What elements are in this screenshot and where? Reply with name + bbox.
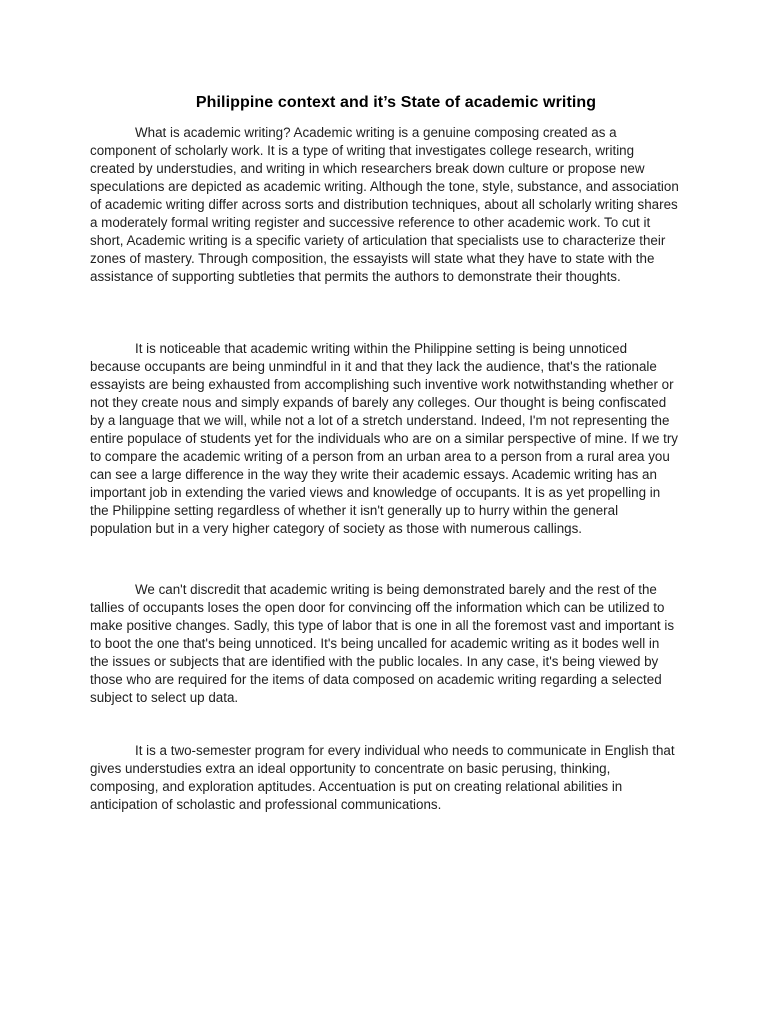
paragraph-what-is-academic-writing: What is academic writing? Academic writing is a genuine composing created as a component of scholarly work. It is a type of writing that investigates college research, writing created by understudies, and writing in which researchers break down culture or propose new speculations are depicted as academic writing. Although the tone, style, substance, and association of academic writing differ across sorts and distribution techniques, about all scholarly writing shares a moderately formal writing register and successive reference to other academic work. To cut it short, Academic writing is a specific variety of articulation that specialists use to characterize their zones of mastery. Through composition, the essayists will state what they have to state with the assistance of supporting subtleties that permits the authors to demonstrate their thoughts. [90,125,679,284]
paragraph-philippine-setting: It is noticeable that academic writing within the Philippine setting is being unnoticed because occupants are being unmindful in it and that they lack the audience, that's the rationale essayists are being exhausted from accomplishing such inventive work notwithstanding whether or not they create nous and simply expands of barely any colleges. Our thought is being confiscated by a language that we will, while not a lot of a stretch understand. Indeed, I'm not representing the entire populace of students yet for the individuals who are on a similar perspective of mine. If we try to compare the academic writing of a person from an urban area to a person from a rural area you can see a large difference in the way they write their academic essays. Academic writing has an important job in extending the varied views and knowledge of occupants. It is as yet propelling in the Philippine setting regardless of whether it isn't generally up to hurry within the general population but in a very higher category of society as those with numerous callings. [90,341,678,536]
paragraph-cant-discredit: We can't discredit that academic writing is being demonstrated barely and the rest of the tallies of occupants loses the open door for convincing off the information which can be utilized to make positive changes. Sadly, this type of labor that is one in all the foremost vast and important is to boot the one that's being unnoticed. It's being uncalled for academic writing as it bodes well in the issues or subjects that are identified with the public locales. In any case, it's being viewed by those who are required for the items of data composed on academic writing regarding a selected subject to select up data. [90,582,675,705]
paragraph-two-semester-program: It is a two-semester program for every individual who needs to communicate in English that gives understudies extra an ideal opportunity to concentrate on basic perusing, thinking, composing, and exploration aptitudes. Accentuation is put on creating relational abilities in anticipation of scholastic and professional communications. [90,743,675,812]
document-title: Philippine context and it’s State of academic writing [195,94,597,111]
